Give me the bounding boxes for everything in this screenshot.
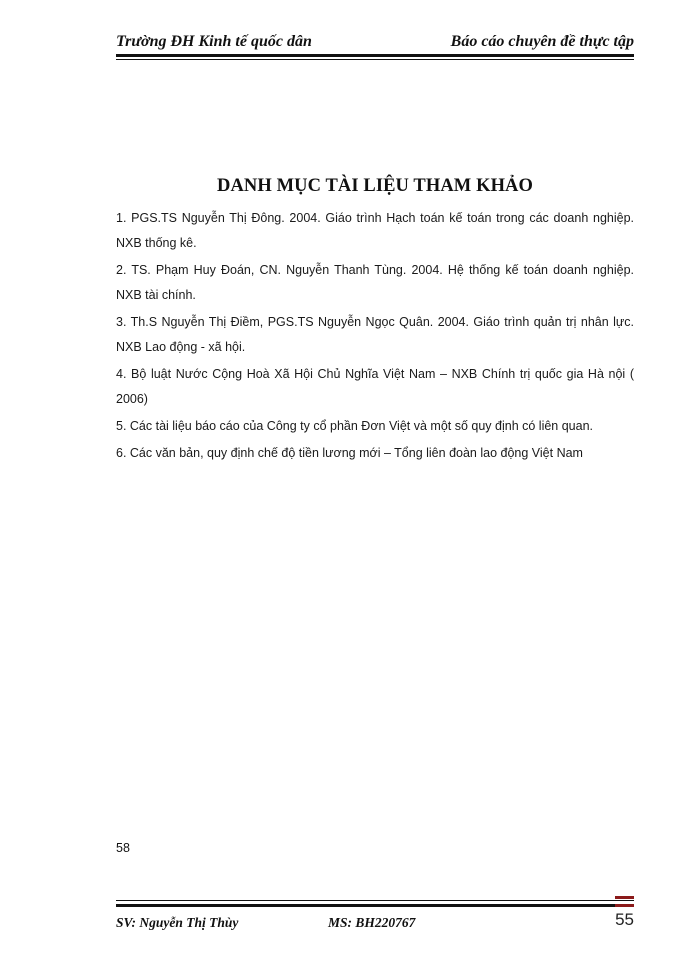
page-title: DANH MỤC TÀI LIỆU THAM KHẢO <box>216 176 534 196</box>
reference-item: 2. TS. Phạm Huy Đoán, CN. Nguyễn Thanh Tùng. 2004. Hệ thống kế toán doanh nghiệp. NXB tài chính. <box>116 263 634 302</box>
footer-divider <box>116 904 634 907</box>
header-divider-thin <box>116 59 634 60</box>
reference-item: 4. Bộ luật Nước Cộng Hoà Xã Hội Chủ Nghĩa Việt Nam – NXB Chính trị quốc gia Hà nội ( 2006) <box>116 367 634 406</box>
header-divider <box>116 54 634 57</box>
footer-accent-mark <box>615 904 634 907</box>
footer-divider-thin <box>116 900 634 901</box>
footer-student-id: MS: BH220767 <box>328 915 416 930</box>
reference-list <box>116 206 634 468</box>
header-report-type: Báo cáo chuyên đề thực tập <box>450 33 634 50</box>
page-number: 55 <box>615 910 634 929</box>
footer-student-name: SV: Nguyễn Thị Thùy <box>116 915 239 930</box>
page-note-number: 58 <box>116 841 130 855</box>
footer-accent-mark <box>615 896 634 899</box>
reference-item: 6. Các văn bản, quy định chế độ tiền lương mới – Tổng liên đoàn lao động Việt Nam <box>116 446 583 460</box>
reference-item: 5. Các tài liệu báo cáo của Công ty cổ phần Đơn Việt và một số quy định có liên quan. <box>116 419 594 433</box>
reference-item: 1. PGS.TS Nguyễn Thị Đông. 2004. Giáo trình Hạch toán kế toán trong các doanh nghiệp. NXB thống kê. <box>116 211 634 250</box>
reference-item: 3. Th.S Nguyễn Thị Điềm, PGS.TS Nguyễn Ngọc Quân. 2004. Giáo trình quản trị nhân lực. NXB Lao động - xã hội. <box>116 315 634 354</box>
header-university: Trường ĐH Kinh tế quốc dân <box>116 33 312 50</box>
